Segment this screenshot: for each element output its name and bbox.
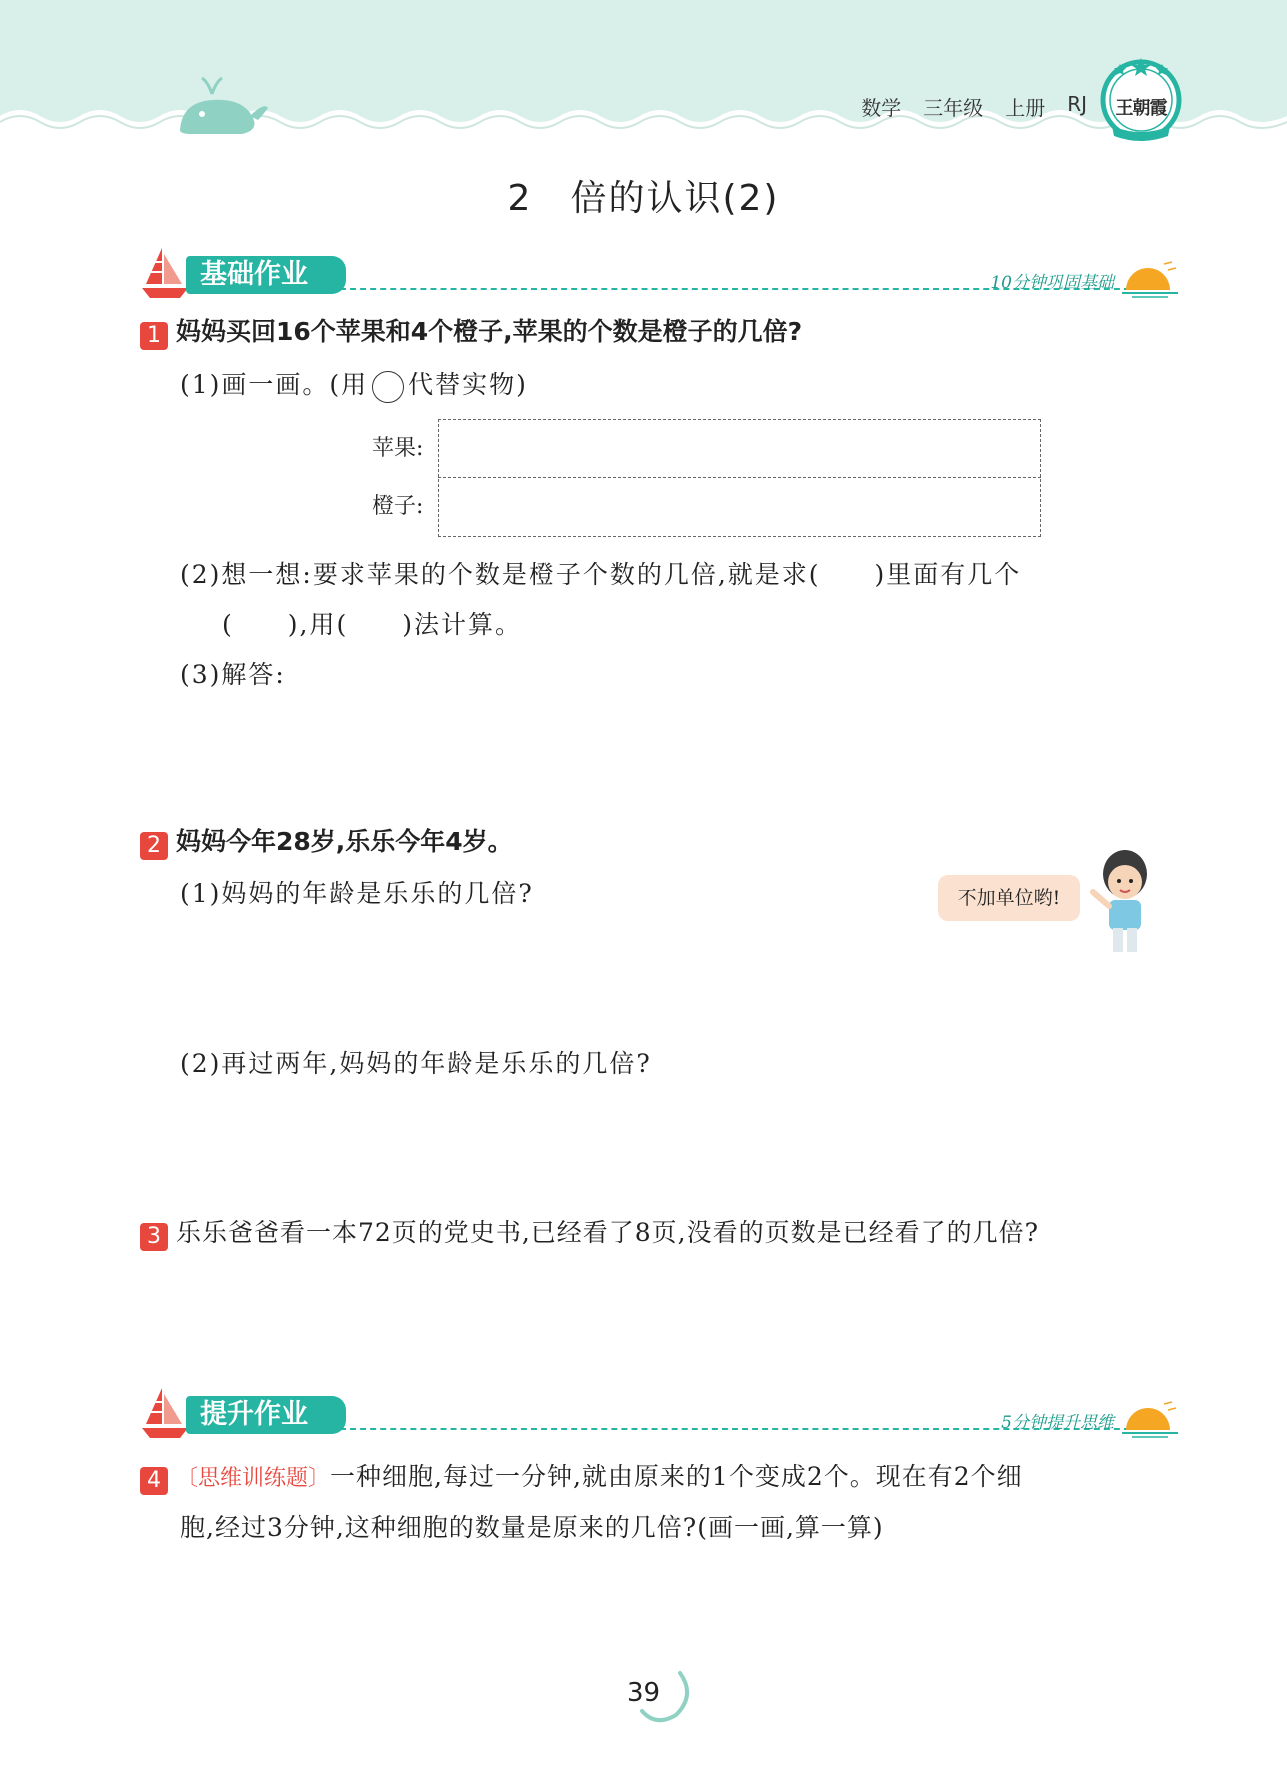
q1-part3: (3)解答:	[180, 660, 286, 689]
section-label-basic: 基础作业	[186, 256, 346, 294]
book-info	[861, 92, 1087, 121]
page-title: 2 倍的认识(2)	[507, 178, 780, 219]
q1-part2-line1: (2)想一想:要求苹果的个数是橙子个数的几倍,就是求( )里面有几个	[180, 560, 1022, 589]
boy-illustration	[1085, 848, 1165, 958]
sunset-icon	[1120, 1400, 1180, 1440]
question-1	[140, 312, 802, 350]
subject-label: 数学	[861, 96, 902, 120]
q1-part1-suffix: 代替实物)	[408, 370, 528, 399]
question-text: 妈妈买回16个苹果和4个橙子,苹果的个数是橙子的几倍?	[176, 317, 803, 346]
orange-row-label: 橙子:	[372, 494, 424, 519]
circle-icon	[372, 371, 404, 403]
apple-row-label: 苹果:	[372, 436, 424, 461]
question-number-badge: 1	[140, 322, 168, 350]
question-text: 妈妈今年28岁,乐乐今年4岁。	[176, 827, 513, 856]
question-3	[140, 1213, 1039, 1251]
page-number: 39	[626, 1678, 661, 1708]
question-4	[140, 1457, 1023, 1495]
section-label-advanced: 提升作业	[186, 1396, 346, 1434]
whale-icon	[172, 72, 272, 140]
question-text: 乐乐爸爸看一本72页的党史书,已经看了8页,没看的页数是已经看了的几倍?	[176, 1218, 1040, 1247]
sailboat-icon	[140, 244, 190, 300]
q2-part1: (1)妈妈的年龄是乐乐的几倍?	[180, 879, 534, 908]
q2-part2: (2)再过两年,妈妈的年龄是乐乐的几倍?	[180, 1049, 652, 1078]
edition-label: RJ	[1067, 92, 1087, 116]
thinking-training-tag: 〔思维训练题〕	[176, 1466, 331, 1491]
drawing-box[interactable]	[438, 419, 1041, 537]
question-number-badge: 3	[140, 1223, 168, 1251]
question-number-badge: 4	[140, 1467, 168, 1495]
hint-bubble: 不加单位哟!	[938, 875, 1080, 921]
question-number-badge: 2	[140, 832, 168, 860]
question-text-line2: 胞,经过3分钟,这种细胞的数量是原来的几倍?(画一画,算一算)	[180, 1513, 884, 1542]
question-text-line1: 一种细胞,每过一分钟,就由原来的1个变成2个。现在有2个细	[330, 1462, 1023, 1491]
sunset-icon	[1120, 260, 1180, 300]
q1-part1	[180, 365, 528, 403]
q1-part1-prefix: (1)画一画。(用	[180, 370, 369, 399]
volume-label: 上册	[1005, 96, 1046, 120]
section-note-advanced: 5分钟提升思维	[1001, 1413, 1114, 1433]
grade-label: 三年级	[923, 96, 984, 120]
section-note-basic: 10分钟巩固基础	[990, 273, 1114, 293]
section-banner-basic	[140, 244, 1180, 304]
sailboat-icon	[140, 1384, 190, 1440]
q1-part2-line2: ( ),用( )法计算。	[222, 610, 522, 639]
brand-name: 王朝霞	[1115, 98, 1167, 119]
question-2	[140, 822, 513, 860]
section-banner-advanced	[140, 1384, 1180, 1444]
drawing-box-divider	[438, 477, 1041, 478]
